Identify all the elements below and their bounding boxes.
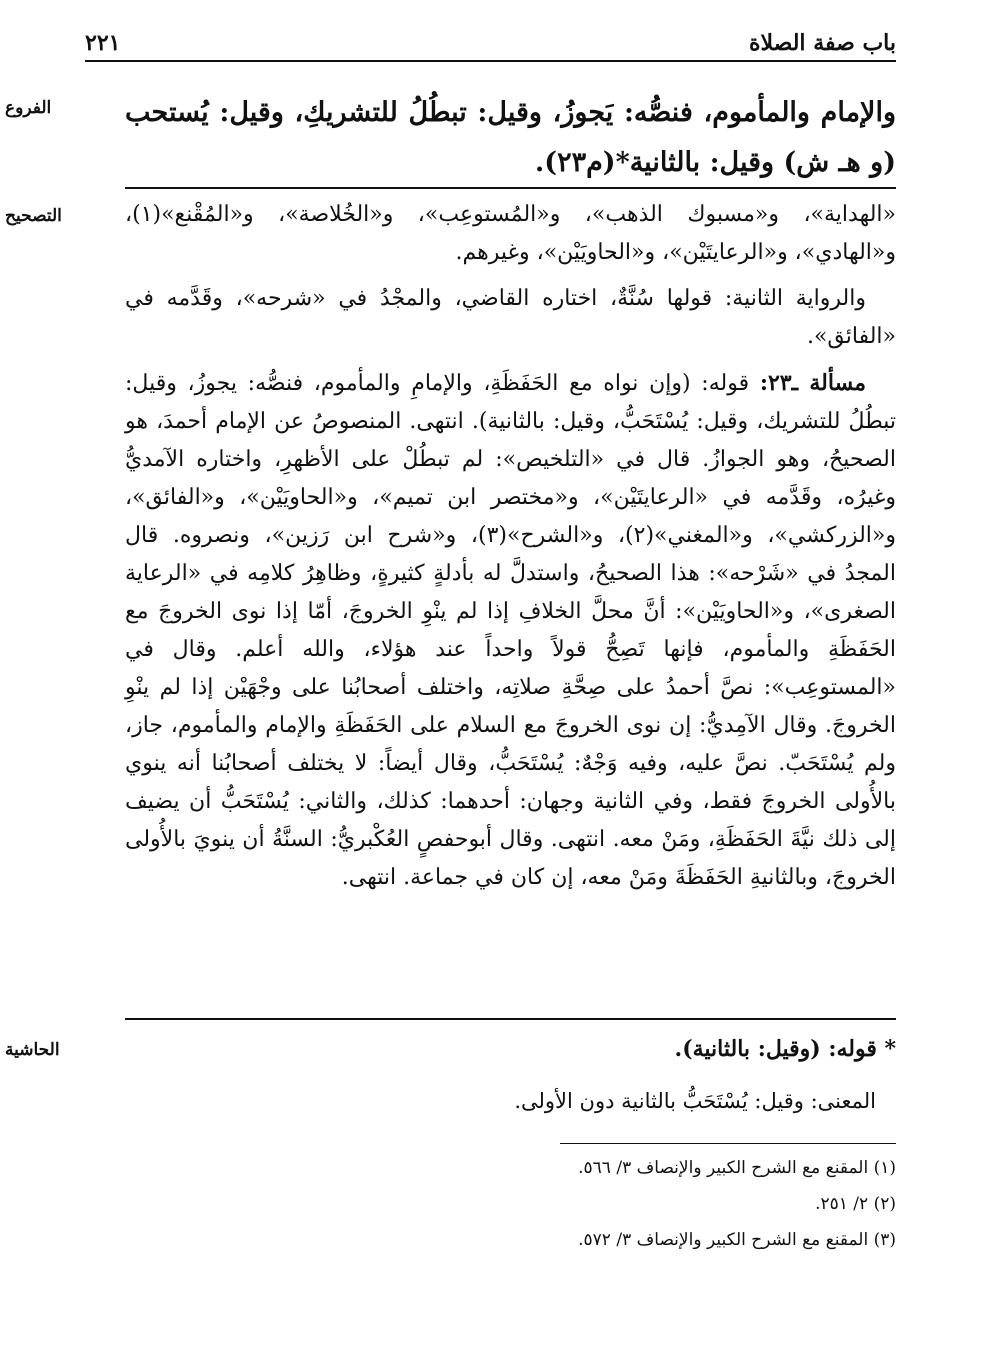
footnote-divider (560, 1143, 896, 1144)
masala-paragraph (125, 364, 896, 897)
label-tashih: التصحيح (5, 206, 62, 226)
section-divider (125, 187, 896, 189)
footnote-2: (٢) ٢/ ٢٥١. (815, 1194, 896, 1214)
running-header (85, 22, 896, 62)
footnote-3: (٣) المقنع مع الشرح الكبير والإنصاف ٣/ ٥٧٢. (578, 1230, 896, 1250)
hashiya-quote: * قوله: (وقيل: بالثانية). (674, 1036, 896, 1062)
footnote-1: (١) المقنع مع الشرح الكبير والإنصاف ٣/ ٥٦٦. (578, 1158, 896, 1178)
furu-text (125, 88, 896, 188)
page-number: ٢٢١ (85, 30, 121, 56)
label-furu: الفروع (5, 98, 52, 118)
masala-heading: مسألة ـ٢٣: (759, 370, 866, 396)
masala-text: قوله: (وإن نواه مع الحَفَظَةِ، والإمامِ والمأموم، فنصُّه: يجوزُ، وقيل: تبطُلُ للتشريك، وقيل: يُسْتَحَبُّ، وقيل: بالثانية). انتهى. المنصوصُ عن الإمام أحمدَ، هو الصحيحُ، وهو الجوازُ. قال في «التلخيص»: لم تبطُلْ على الأظهرِ، واختاره الآمديُّ وغيرُه، وقَدَّمه في «الرعايتَيْن»، و«مختصر ابن تميم»، و«الحاويَيْن»، و«الفائق»، و«الزركشي»، و«المغني»(٢)، و«الشرح»(٣)، و«شرح ابن رَزين»، ونصروه. قال المجدُ في «شَرْحه»: هذا الصحيحُ، واستدلَّ له بأدلةٍ كثيرةٍ، وظاهِرُ كلامِه في «الرعاية الصغرى»، و«الحاويَيْن»: أنَّ محلَّ الخلافِ إذا لم ينْوِ الخروجَ، أمّا إذا نوى الخروجَ مع الحَفَظَةِ والمأموم، فإنها تَصِحُّ قولاً واحداً عند هؤلاء، والله أعلم. وقال في «المستوعِب»: نصَّ أحمدُ على صِحَّةِ صلاتِه، واختلف أصحابُنا على وجْهَيْن إذا لم ينْوِ الخروجَ. وقال الآمِديُّ: إن نوى الخروجَ مع السلام على الحَفَظَةِ والإمام والمأموم، جاز، ولم يُسْتَحَبّ. نصَّ عليه، وفيه وَجْهٌ: يُسْتَحَبُّ، وقال أيضاً: لا يختلف أصحابُنا أنه ينوي بالأُولى الخروجَ فقط، وفي الثانية وجهان: أحدهما: كذلك، والثاني: يُسْتَحَبُّ أن يضيف إلى ذلك نيَّةَ الحَفَظَةِ، ومَنْ معه. انتهى. وقال أبوحفصٍ العُكْبريُّ: السنَّةُ أن ينويَ بالأُولى الخروجَ، وبالثانيةِ الحَفَظَةَ ومَنْ معه، إن كان في جماعة. انتهى. (125, 371, 896, 890)
hashiya-section (125, 1030, 896, 1120)
chapter-title: باب صفة الصلاة (748, 30, 896, 56)
footnotes (125, 1152, 896, 1260)
hashiya-meaning: المعنى: وقيل: يُسْتَحَبُّ بالثانية دون الأولى. (514, 1089, 876, 1113)
tashih-section (125, 196, 896, 905)
tashih-paragraph-2: والرواية الثانية: قولها سُنَّةٌ، اختاره القاضي، والمجْدُ في «شرحه»، وقَدَّمه في «الفائق». (125, 286, 896, 349)
furu-paragraph: والإمام والمأموم، فنصُّه: يَجوزُ، وقيل: تبطُلُ للتشريكِ، وقيل: يُستحب (و هـ ش) وقيل: بالثانية*(م٢٣). (125, 97, 896, 178)
label-hashiya: الحاشية (5, 1040, 60, 1060)
section-divider-2 (125, 1018, 896, 1020)
tashih-paragraph-1: «الهداية»، و«مسبوك الذهب»، و«المُستوعِب»، و«الخُلاصة»، و«المُقْنع»(١)، و«الهادي»، و«الرعايتَيْن»، و«الحاويَيْن»، وغيرهم. (125, 202, 896, 265)
